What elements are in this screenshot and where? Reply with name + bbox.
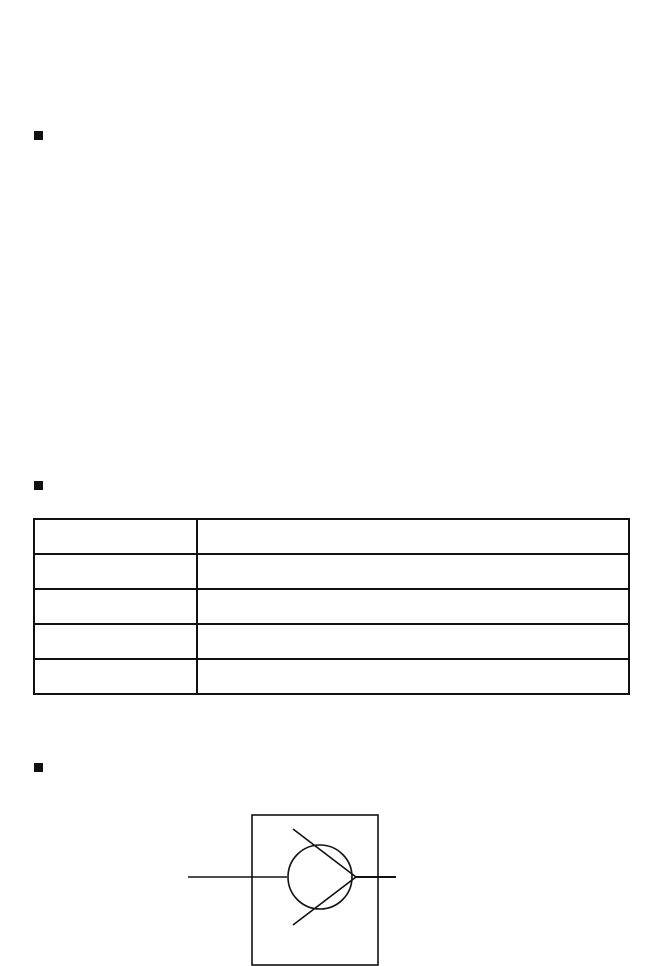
row-value [197, 519, 629, 554]
row-label [34, 519, 197, 554]
table-row [34, 624, 629, 659]
section-heading-symbol [34, 763, 52, 772]
table-row [34, 589, 629, 624]
table-row [34, 519, 629, 554]
table-row [34, 554, 629, 589]
row-label [34, 554, 197, 589]
row-label [34, 624, 197, 659]
check-valve-symbol-icon [0, 800, 670, 966]
section-heading-conditions [34, 481, 52, 490]
bullet-square-icon [34, 763, 43, 772]
row-value [197, 589, 629, 624]
bullet-square-icon [34, 131, 43, 140]
row-value [197, 554, 629, 589]
row-label [34, 659, 197, 694]
bullet-square-icon [34, 481, 43, 490]
conditions-table [33, 518, 630, 695]
table-row [34, 659, 629, 694]
section-heading-overview [34, 131, 52, 140]
row-label [34, 589, 197, 624]
row-value [197, 624, 629, 659]
row-value [197, 659, 629, 694]
